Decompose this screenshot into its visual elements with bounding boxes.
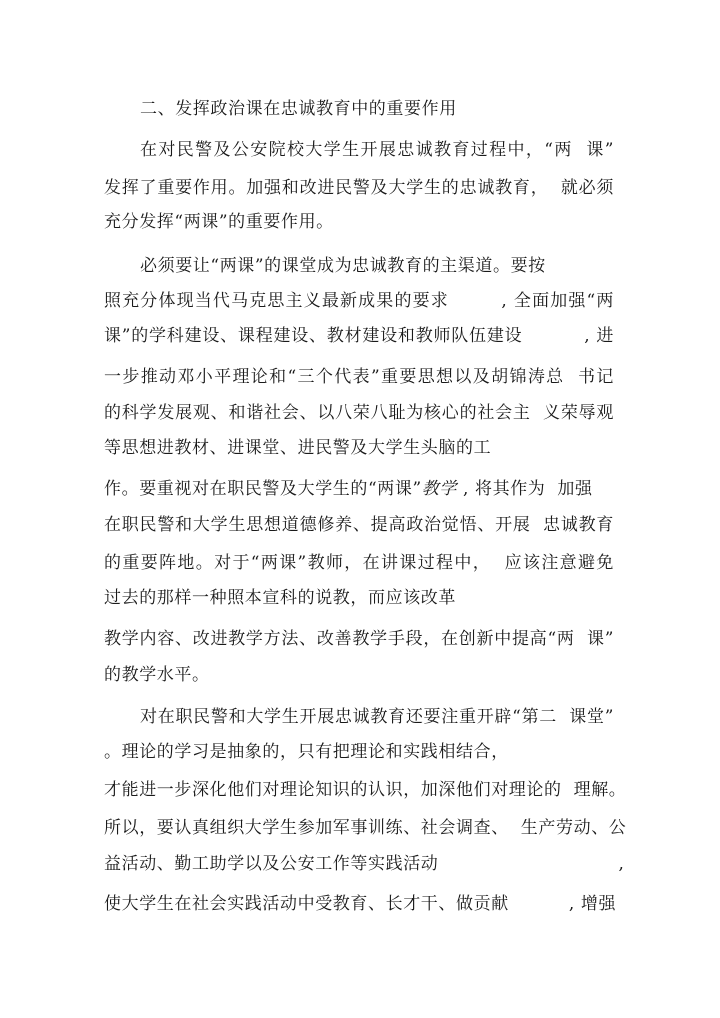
text-line: 必须要让“两课”的课堂成为忠诚教育的主渠道。要按	[140, 256, 546, 276]
text-line: 才能进一步深化他们对理论知识的认识，加深他们对理论的 理解。	[104, 780, 627, 800]
text-line: 使大学生在社会实践活动中受教育、长才干、做贡献 , 增强	[104, 894, 617, 914]
text-line: 的重要阵地。对于“两课”教师，在讲课过程中， 应该注意避免	[104, 553, 614, 573]
text-line: 在职民警和大学生思想道德修养、提高政治觉悟、开展 忠诚教育	[104, 515, 614, 535]
text-line: 课”的学科建设、课程建设、教材建设和教师队伍建设 , 进	[104, 326, 614, 346]
text-line: 的教学水平。	[104, 665, 210, 685]
text-segment: 作。要重视对在职民警及大学生的“两课”	[104, 479, 422, 499]
text-segment: , 将其作为 加强	[456, 479, 593, 499]
section-heading: 二、发挥政治课在忠诚教育中的重要作用	[140, 99, 457, 119]
text-line: 益活动、勤工助学以及公安工作等实践活动 ,	[104, 854, 625, 874]
text-line-mixed	[104, 478, 614, 500]
text-line: 教学内容、改进教学方法、改善教学手段，在创新中提高“两 课”	[104, 629, 614, 649]
text-line: 等思想进教材、进课堂、进民警及大学生头脑的工	[104, 438, 492, 458]
text-line: 充分发挥“两课”的重要作用。	[104, 212, 334, 232]
text-line: 的科学发展观、和谐社会、以八荣八耻为核心的社会主 义荣辱观	[104, 403, 614, 423]
text-segment-italic: 教学	[421, 479, 457, 499]
text-line: 照充分体现当代马克思主义最新成果的要求 , 全面加强“两	[104, 291, 614, 311]
text-line: 一步推动邓小平理论和“三个代表”重要思想以及胡锦涛总 书记	[104, 367, 614, 387]
text-line: 在对民警及公安院校大学生开展忠诚教育过程中，“两 课”	[140, 140, 614, 160]
text-line: 过去的那样一种照本宣科的说教，而应该改革	[104, 588, 456, 608]
text-line: 对在职民警和大学生开展忠诚教育还要注重开辟“第二 课堂”	[140, 707, 614, 727]
text-line: 所以，要认真组织大学生参加军事训练、社会调查、 生产劳动、公	[104, 818, 627, 838]
text-line: 。理论的学习是抽象的，只有把理论和实践相结合，	[104, 742, 509, 762]
text-line: 发挥了重要作用。加强和改进民警及大学生的忠诚教育， 就必须	[104, 178, 614, 198]
